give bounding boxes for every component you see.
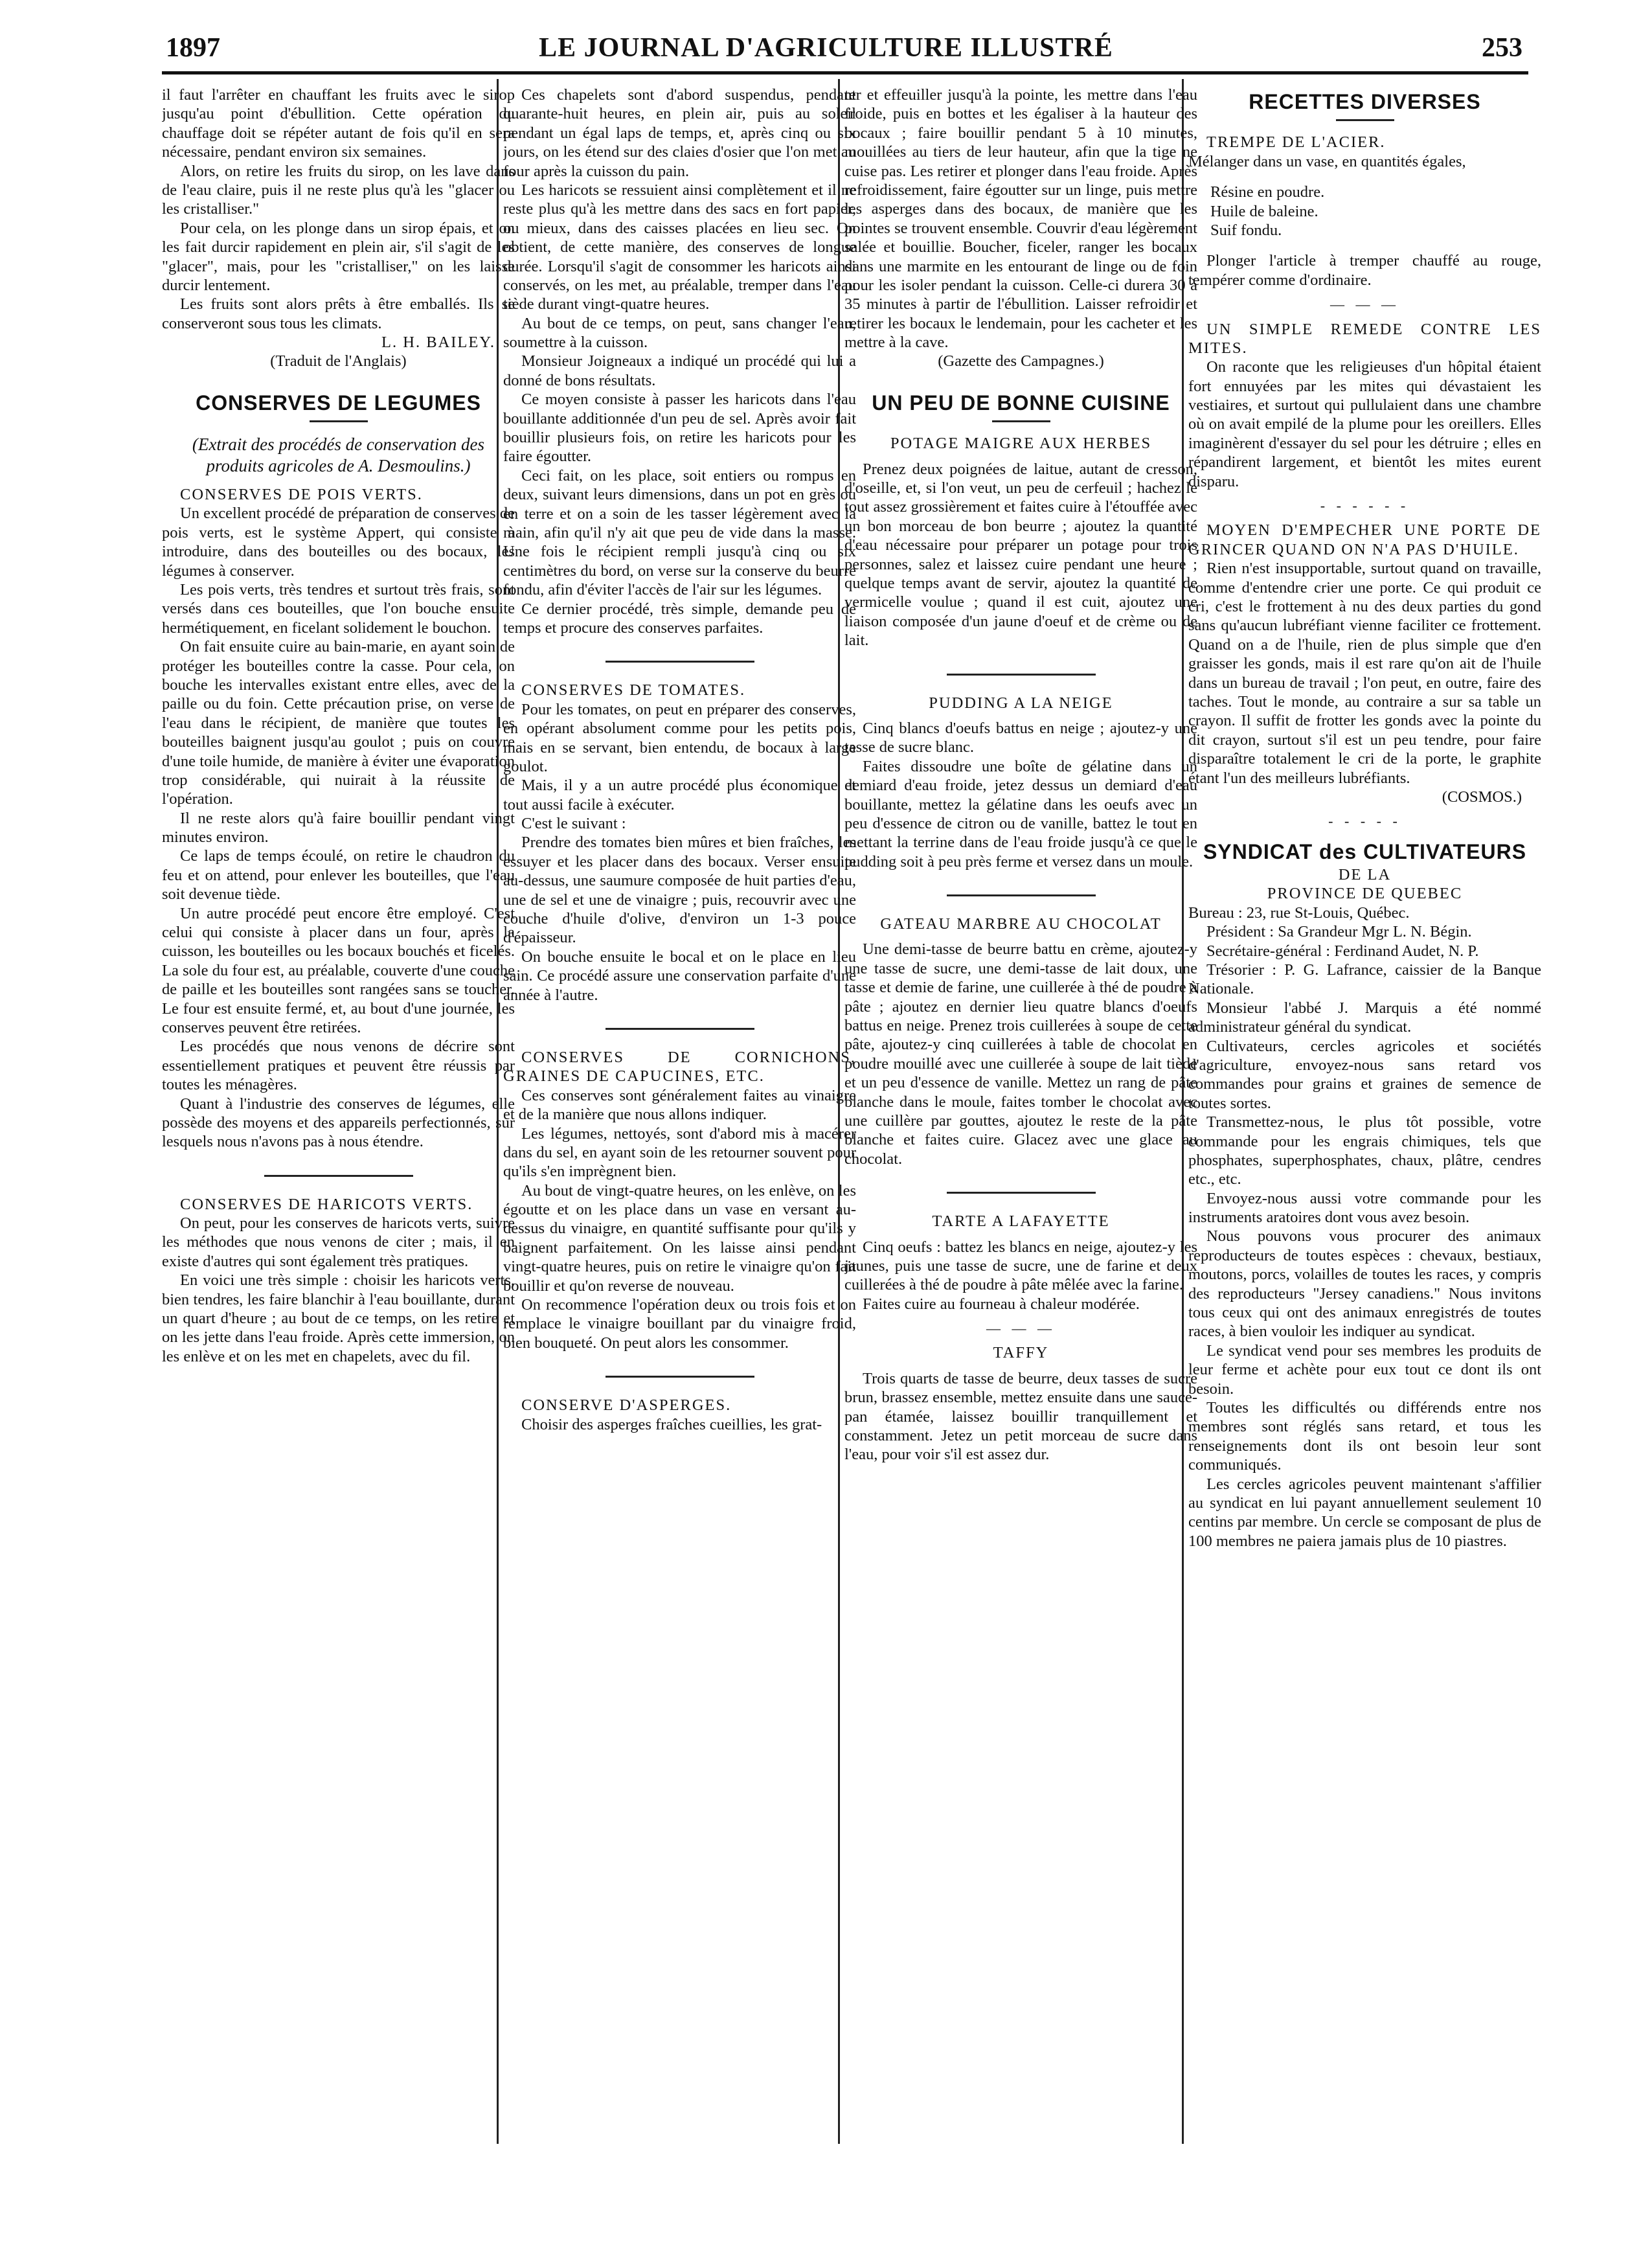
subheading-trempe: TREMPE DE L'ACIER. — [1206, 133, 1386, 152]
syndicat-province: PROVINCE DE QUEBEC — [1267, 885, 1463, 903]
paragraph: Les légumes, nettoyés, sont d'abord mis à macérer dans du sel, en ayant soin de les retourner souvent pour qu'ils s'en imprègnent bien. — [503, 1124, 856, 1181]
paragraph: Alors, on retire les fruits du sirop, on les lave dans de l'eau claire, puis il ne reste plus qu'à les "glacer ou les cristalliser." — [162, 162, 515, 218]
paragraph: Choisir des asperges fraîches cueillies, les grat- — [521, 1415, 822, 1433]
paragraph: Une demi-tasse de beurre battu en crème, ajoutez-y une tasse de sucre, une demi-tasse de lait doux, une tasse et demie de farine, une cuillerée à thé de poudre à pâte ; ajoutez en dernier lieu quatre blancs d'oeufs battus en neige. Prenez trois cuillerées à soupe de cette pâte, ajoutez-y cinq cuillerées à table de chocolat en poudre mouillé avec une cuillerée à soupe de lait tiède et un peu d'essence de vanille. Mettez un rang de pâte blanche dans le moule, faites tomber le chocolat avec une cuillère par gouttes, ajoutez le reste de la pâte blanche et faites cuire. Glacez avec une glace au chocolat. — [844, 940, 1197, 1168]
dash-separator: - - - - - - — [1320, 497, 1410, 514]
paragraph: Un excellent procédé de préparation de conserves de pois verts, est le système Appert, qui consiste à introduire, dans des bouteilles ou des bocaux, les légumes à conserver. — [162, 505, 515, 580]
paragraph: Prenez deux poignées de laitue, autant de cresson, d'oseille, et, si l'on veut, un peu de cerfeuil ; hachez le tout assez grossièrement et faites cuire à l'étouffée avec un bon morceau de bon beurre ; ajoutez la quantité d'eau nécessaire pour préparer un potage pour trois personnes, salez et laissez cuire pendant une heure ; quelque temps avant de servir, ajoutez la quantité de vermicelle voulue ; quand il est cuit, ajoutez une liaison composée d'un jaune d'oeuf et de crème ou de lait. — [844, 460, 1197, 650]
paragraph: On recommence l'opération deux ou trois fois et on remplace le vinaigre bouillant par du vinaigre froid, bien bouqueté. On peut alors les consommer. — [503, 1296, 856, 1352]
title-rule — [310, 420, 368, 422]
section-separator — [264, 1175, 413, 1177]
paragraph: Quant à l'industrie des conserves de légumes, elle possède des moyens et des appareils perfectionnés, sur lesquels nous n'avons pas à nous étendre. — [162, 1095, 515, 1151]
paragraph: Les procédés que nous venons de décrire sont essentiellement pratiques et peuvent être réussis par toutes les ménagères. — [162, 1038, 515, 1094]
paragraph: Les haricots se ressuient ainsi complètement et il ne reste plus qu'à les mettre dans des sacs en fort papier, ou mieux, dans des caisses placées en lieu sec. On obtient, de cette manière, des conserves de longue durée. Lorsqu'il s'agit de consommer les haricots ainsi conservés, on les met, au préalable, tremper dans l'eau tiède durant vingt-quatre heures. — [503, 181, 856, 313]
paragraph: Cultivateurs, cercles agricoles et sociétés d'agriculture, envoyez-nous sans retard vos commandes pour grains et graines de semence de toutes sortes. — [1188, 1037, 1541, 1112]
recipe-title-potage: POTAGE MAIGRE AUX HERBES — [890, 435, 1152, 453]
translation-note: (Traduit de l'Anglais) — [270, 352, 407, 370]
paragraph: Faites cuire au fourneau à chaleur modérée. — [863, 1295, 1140, 1313]
paragraph: Ce moyen consiste à passer les haricots dans l'eau bouillante additionnée d'un peu de sel. Après avoir fait bouillir plusieurs fois, on retire les haricots pour les faire égoutter. — [503, 391, 856, 466]
journal-title: LE JOURNAL D'AGRICULTURE ILLUSTRÉ — [539, 33, 1113, 63]
ingredient: Résine en poudre. — [1210, 183, 1325, 201]
issue-year: 1897 — [166, 33, 220, 63]
section-separator — [947, 674, 1096, 676]
column-3 — [844, 85, 1197, 2142]
paragraph: Mais, il y a un autre procédé plus économique et tout aussi facile à exécuter. — [503, 777, 856, 813]
section-separator — [605, 1376, 754, 1378]
paragraph: Faites dissoudre une boîte de gélatine dans un demiard d'eau froide, jetez dessus un demiard d'eau bouillante, mettez la gélatine dans les oeufs avec un peu d'essence de citron ou de vanille, battez le tout en mettant la terrine dans de l'eau froide jusqu'à ce que le pudding soit à peu près ferme et versez dans un moule. — [844, 757, 1197, 870]
paragraph: Transmettez-nous, le plus tôt possible, votre commande pour les engrais chimiques, tels que phosphates, superphosphates, chaux, plâtre, cendres etc., etc. — [1188, 1113, 1541, 1189]
paragraph: Trois quarts de tasse de beurre, deux tasses de sucre brun, brassez ensemble, mettez ensuite dans une sauce-pan étamée, laissez bouillir tranquillement et constamment. Jetez un petit morceau de sucre dans l'eau, pour voir s'il est assez dur. — [844, 1369, 1197, 1464]
paragraph: C'est le suivant : — [521, 815, 626, 833]
paragraph: Toutes les difficultés ou différends entre nos membres sont réglés sans retard, et tous les renseignements dont ils ont besoin leur sont communiqués. — [1188, 1399, 1541, 1474]
paragraph: Pour les tomates, on peut en préparer des conserves, en opérant absolument comme pour les petits pois, mais en se servant, bien entendu, de bocaux à large goulot. — [503, 700, 856, 775]
syndicat-president: Président : Sa Grandeur Mgr L. N. Bégin. — [1206, 923, 1472, 941]
syndicat-subtitle: DE LA — [1338, 866, 1392, 884]
column-2 — [503, 85, 856, 2142]
paragraph: Les cercles agricoles peuvent maintenant s'affilier au syndicat en lui payant annuellement seulement 10 centins par membre. Un cercle se composant de plus de 100 membres ne paiera jamais plus de 10 piastres. — [1188, 1475, 1541, 1550]
paragraph: Au bout de vingt-quatre heures, on les enlève, on les égoutte et on les place dans un vase en versant au-dessus du vinaigre, en quantité suffisante pour qu'ils y baignent parfaitement. On les laisse ainsi pendant vingt-quatre heures, puis on retire le vinaigre qu'on fait bouillir et qu'on reverse de nouveau. — [503, 1181, 856, 1295]
paragraph: Les fruits sont alors prêts à être emballés. Ils se conserveront sous tous les climats. — [162, 295, 515, 332]
paragraph: Un autre procédé peut encore être employé. C'est celui qui consiste à placer dans un four, après la cuisson, les bouteilles ou les bocaux bouchés et ficelés. La sole du four est, au préalable, couverte d'une couche de paille et les bouteilles sont rangées sans se toucher. Le four est ensuite fermé, et, au bout d'une journée, les conserves peuvent être retirées. — [162, 904, 515, 1036]
paragraph: Monsieur l'abbé J. Marquis a été nommé administrateur général du syndicat. — [1188, 999, 1541, 1036]
paragraph: ter et effeuiller jusqu'à la pointe, les mettre dans l'eau froide, puis en bottes et les égaliser à la hauteur des bocaux ; faire bouillir pendant 5 à 10 minutes, mouillées au tiers de leur hauteur, afin que la tige ne cuise pas. Les retirer et plonger dans l'eau froide. Après refroidissement, faire égoutter sur un linge, puis mettre les asperges dans des bocaux, de manière que les pointes se trouvent ensemble. Couvrir d'eau légèrement salée et bouillie. Boucher, ficeler, ranger les bocaux dans une marmite en les entourant de linge ou de foin pour les isoler pendant la cuisson. Celle-ci durera 30 à 35 minutes à partir de l'ébullition. Laisser refroidir et retirer les bocaux le lendemain, pour les cacheter et les mettre à la cave. — [844, 86, 1197, 352]
paragraph: Ce dernier procédé, très simple, demande peu de temps et procure des conserves parfaites. — [503, 600, 856, 637]
paragraph: On bouche ensuite le bocal et on le place en lieu sain. Ce procédé assure une conservation parfaite d'une année à l'autre. — [503, 948, 856, 1004]
section-title-syndicat: SYNDICAT des CULTIVATEURS — [1203, 839, 1527, 863]
paragraph: Monsieur Joigneaux a indiqué un procédé qui lui a donné de bons résultats. — [503, 352, 856, 389]
dash-separator: - - - - - — [1328, 813, 1401, 830]
paragraph: Au bout de ce temps, on peut, sans changer l'eau, soumettre à la cuisson. — [503, 314, 856, 352]
article-signature: L. H. BAILEY. — [381, 334, 495, 352]
recipe-title-taffy: TAFFY — [993, 1344, 1049, 1362]
paragraph: Cinq oeufs : battez les blancs en neige, ajoutez-y les jaunes, puis une tasse de sucre, une de farine et deux cuillerées à thé de poudre à pâte mêlée avec la farine. — [844, 1238, 1197, 1294]
paragraph: Il ne reste alors qu'à faire bouillir pendant vingt minutes environ. — [162, 809, 515, 847]
syndicat-tresorier: Trésorier : P. G. Lafrance, caissier de la Banque Nationale. — [1188, 961, 1541, 998]
header-rule — [162, 71, 1528, 74]
paragraph: Ces conserves sont généralement faites au vinaigre et de la manière que nous allons indiquer. — [503, 1086, 856, 1124]
paragraph: On raconte que les religieuses d'un hôpital étaient fort ennuyées par les mites qui dévastaient les vestiaires, et surtout qui pullulaient dans une chambre où on avait empilé de la plume pour les oreillers. Elles imaginèrent d'essayer du sel pour les détruire ; elles en répandirent largement, et bientôt les mites eurent disparu. — [1188, 358, 1541, 490]
source-note: (COSMOS.) — [1442, 788, 1522, 806]
subheading-cornichons: CONSERVES DE CORNICHONS, GRAINES DE CAPUCINES, ETC. — [503, 1048, 856, 1086]
section-separator — [605, 661, 754, 663]
subheading-porte: MOYEN D'EMPECHER UNE PORTE DE GRINCER QUAND ON N'A PAS D'HUILE. — [1188, 521, 1541, 558]
source-note: (Gazette des Campagnes.) — [938, 352, 1104, 370]
recipe-title-pudding: PUDDING A LA NEIGE — [929, 694, 1113, 712]
recipe-title-gateau: GATEAU MARBRE AU CHOCOLAT — [880, 915, 1162, 933]
paragraph: Plonger l'article à tremper chauffé au rouge, tempérer comme d'ordinaire. — [1188, 252, 1541, 289]
paragraph: On peut, pour les conserves de haricots verts, suivre les méthodes que nous venons de citer ; mais, il en existe d'autres qui sont également très pratiques. — [162, 1214, 515, 1270]
paragraph: Rien n'est insupportable, surtout quand on travaille, comme d'entendre crier une porte. Ce qui produit ce cri, c'est le frottement à nu des deux parties du gond sans qu'aucun lubréfiant vienne faciliter ce frottement. Quand on a de l'huile, rien de plus simple que d'en graisser les gonds, mais il est rare qu'on ait de l'huile dans un bureau de travail ; l'on peut, en outre, faire des taches. Tout le monde, au contraire a sur sa table un crayon. Il suffit de frotter les gonds avec la pointe du dit crayon, surtout s'il est un peu tendre, pour faire disparaître totalement le cri de la porte, le graphite étant l'un des meilleurs lubréfiants. — [1188, 560, 1541, 787]
section-title-bonne-cuisine: UN PEU DE BONNE CUISINE — [872, 391, 1170, 415]
ingredient: Suif fondu. — [1210, 221, 1282, 239]
paragraph: Mélanger dans un vase, en quantités égales, — [1188, 152, 1466, 170]
dash-separator: — — — — [1330, 296, 1399, 313]
subheading-tomates: CONSERVES DE TOMATES. — [521, 681, 746, 700]
page-number: 253 — [1482, 33, 1522, 63]
paragraph: Ces chapelets sont d'abord suspendus, pendant quarante-huit heures, en plein air, puis au soleil pendant un égal laps de temps, et, après cinq ou six jours, on les étend sur des claies d'osier que l'on met au four après la cuisson du pain. — [503, 86, 856, 180]
paragraph: On fait ensuite cuire au bain-marie, en ayant soin de protéger les bouteilles contre la casse. Pour cela, on bouche les intervalles existant entre elles, avec de la paille ou du foin. Cette précaution prise, on verse de l'eau dans le récipient, de manière que toutes les bouteilles baignent jusqu'au goulot ; puis on couvre d'une toile humide, de manière à éviter une évaporation trop considérable, qui nuirait à la réussite de l'opération. — [162, 638, 515, 808]
subheading-asperges: CONSERVE D'ASPERGES. — [521, 1396, 732, 1415]
subheading-haricots-verts: CONSERVES DE HARICOTS VERTS. — [180, 1195, 473, 1213]
paragraph: En voici une très simple : choisir les haricots verts, bien tendres, les faire blanchir à l'eau bouillante, durant un quart d'heure ; au bout de ce temps, on les retire et on les jette dans l'eau froide. Après cette immersion, on les enlève et on les met en chapelets, avec du fil. — [162, 1271, 515, 1365]
paragraph: Ceci fait, on les place, soit entiers ou rompus en deux, suivant leurs dimensions, dans un pot en grès ou en terre et on a soin de les tasser légèrement avec la main, afin qu'il n'y ait que peu de vide dans la masse. Une fois le récipient rempli jusqu'à cinq ou six centimètres du bord, on verse sur la conserve du beurre fondu, afin d'éviter l'accès de l'air sur les légumes. — [503, 466, 856, 599]
paragraph: Le syndicat vend pour ses membres les produits de leur ferme et achète pour eux tout ce dont ils ont besoin. — [1188, 1341, 1541, 1398]
paragraph: Cinq blancs d'oeufs battus en neige ; ajoutez-y une tasse de sucre blanc. — [844, 719, 1197, 756]
title-rule — [1336, 119, 1394, 121]
syndicat-secretaire: Secrétaire-général : Ferdinand Audet, N. P. — [1206, 942, 1479, 960]
dash-separator: — — — — [986, 1320, 1056, 1337]
recipe-title-tarte: TARTE A LAFAYETTE — [932, 1212, 1110, 1231]
subheading-pois-verts: CONSERVES DE POIS VERTS. — [180, 486, 423, 504]
title-rule — [992, 420, 1050, 422]
paragraph: Les pois verts, très tendres et surtout très frais, sont versés dans ces bouteilles, que l'on bouche ensuite hermétiquement, en ficelant solidement le bouchon. — [162, 580, 515, 637]
paragraph: Prendre des tomates bien mûres et bien fraîches, les essuyer et les placer dans des bocaux. Verser ensuite au-dessus, une saumure composée de huit parties d'eau, une de sel et une de vinaigre ; puis, recouvrir avec une couche d'huile d'olive, d'environ un 1-3 pouce d'épaisseur. — [503, 834, 856, 947]
paragraph: Envoyez-nous aussi votre commande pour les instruments aratoires dont vous avez besoin. — [1188, 1189, 1541, 1227]
section-separator — [947, 1192, 1096, 1194]
column-4 — [1188, 85, 1541, 2142]
section-separator — [947, 894, 1096, 896]
ingredient: Huile de baleine. — [1210, 202, 1318, 220]
paragraph: il faut l'arrêter en chauffant les fruits avec le sirop jusqu'au point d'ébullition. Cette opération du chauffage doit se répéter autant de fois qu'il en sera nécessaire, pendant environ six semaines. — [162, 86, 515, 161]
section-title-conserves-legumes: CONSERVES DE LEGUMES — [196, 391, 481, 415]
extract-note: (Extrait des procédés de conservation des produits agricoles de A. Desmoulins.) — [192, 435, 485, 475]
paragraph: Pour cela, on les plonge dans un sirop épais, et on les fait durcir rapidement en plein air, s'il s'agit de les "glacer", mais, pour les "cristalliser," on les laisse durcir lentement. — [162, 219, 515, 294]
subheading-mites: UN SIMPLE REMEDE CONTRE LES MITES. — [1188, 320, 1541, 357]
column-1 — [162, 85, 515, 2142]
section-separator — [605, 1028, 754, 1030]
paragraph: Nous pouvons vous procurer des animaux reproducteurs de toutes espèces : chevaux, bestiaux, moutons, porcs, volailles de toutes les races, y compris des reproducteurs "Jersey canadiens." Nous invitons tous ceux qui ont des animaux enregistrés de toutes races, à bien vouloir les indiquer au syndicat. — [1188, 1227, 1541, 1341]
section-title-recettes: RECETTES DIVERSES — [1249, 90, 1481, 113]
syndicat-bureau: Bureau : 23, rue St-Louis, Québec. — [1188, 904, 1410, 922]
paragraph: Ce laps de temps écoulé, on retire le chaudron du feu et on attend, pour enlever les bouteilles, que l'eau soit devenue tiède. — [162, 847, 515, 904]
